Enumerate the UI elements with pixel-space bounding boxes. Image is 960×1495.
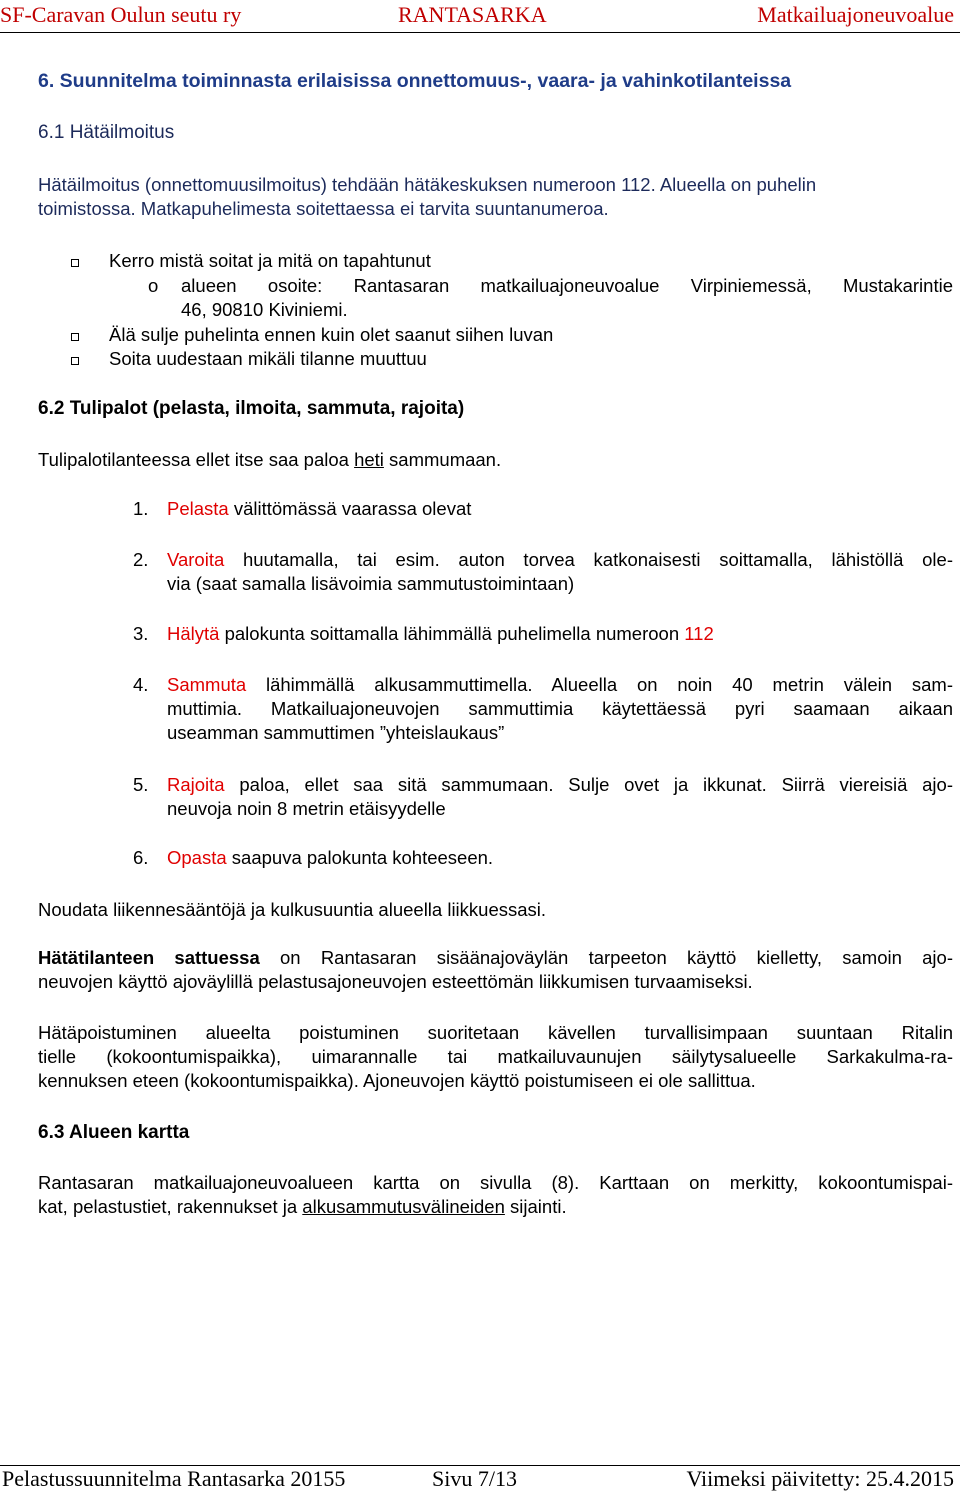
step-number: 4. (133, 674, 149, 695)
s61-para-line-1 (38, 174, 816, 196)
page-header (0, 0, 960, 33)
footer-page-number: Sivu 7/13 (432, 1466, 517, 1491)
step-keyword: Opasta (167, 847, 227, 868)
section-6-3-title: 6.3 Alueen kartta (38, 1122, 190, 1143)
step-keyword: Rajoita (167, 774, 225, 795)
emergency-line-2: neuvojen käyttö ajoväylillä pelastusajoneuvojen esteettömän liikkumisen turvaamiseksi. (38, 971, 753, 992)
step-2-line-1 (167, 549, 953, 571)
map-text-underlined: alkusammutusvälineiden (302, 1196, 505, 1217)
fire-number: 112 (684, 623, 714, 644)
sub-bullet-marker: o (148, 275, 159, 296)
step-number: 3. (133, 623, 149, 644)
step-text: palokunta soittamalla lähimmällä puhelimella numeroon (219, 623, 685, 644)
step-keyword: Varoita (167, 549, 225, 570)
s62-intro-b: sammumaan. (383, 449, 502, 470)
step-number: 6. (133, 847, 149, 868)
checkbox-bullet-icon (71, 357, 79, 365)
traffic-note: Noudata liikennesääntöjä ja kulkusuuntia alueella liikkuessasi. (38, 899, 547, 920)
emergency-number: 112 (621, 174, 651, 195)
header-area: Matkailuajoneuvoalue (757, 2, 954, 27)
evac-line-1: Hätäpoistuminen alueelta poistuminen suoritetaan kävellen turvallisimpaan suuntaan Ritalin (38, 1022, 953, 1043)
step-1-line-1 (167, 498, 471, 520)
s61-sub-line-2: 46, 90810 Kiviniemi. (181, 299, 348, 320)
header-site: RANTASARKA (398, 2, 547, 27)
step-keyword: Hälytä (167, 623, 220, 644)
step-number: 5. (133, 774, 149, 795)
s61-sub-line-1: alueen osoite: Rantasaran matkailuajoneuvoalue Virpiniemessä, Mustakarintie (181, 275, 953, 296)
step-4-line-1 (167, 674, 953, 696)
map-line-1: Rantasaran matkailuajoneuvoalueen kartta on sivulla (8). Karttaan on merkitty, kokoontumispai- (38, 1172, 953, 1193)
step-4-line-3: useamman sammuttimen ”yhteislaukaus” (167, 722, 505, 743)
footer-updated: Viimeksi päivitetty: 25.4.2015 (686, 1466, 954, 1491)
s62-intro (38, 449, 501, 471)
step-text: saapuva palokunta kohteeseen. (226, 847, 494, 868)
step-number: 1. (133, 498, 149, 519)
step-text: lähimmällä alkusammuttimella. Alueella on noin 40 metrin välein sam- (246, 674, 953, 695)
step-2-line-2: via (saat samalla lisävoimia sammutustoimintaan) (167, 573, 575, 594)
emergency-bold: Hätätilanteen sattuessa (38, 947, 260, 968)
checkbox-bullet-icon (71, 333, 79, 341)
step-6-line-1 (167, 847, 493, 869)
evac-line-2: tielle (kokoontumispaikka), uimarannalle tai matkailuvaunujen säilytysalueelle Sarkakulma-ra- (38, 1046, 953, 1067)
section-6-title: 6. Suunnitelma toiminnasta erilaisissa onnettomuus-, vaara- ja vahinkotilanteissa (38, 70, 792, 92)
s62-intro-underlined: heti (354, 449, 384, 470)
checkbox-bullet-icon (71, 259, 79, 267)
map-line-2 (38, 1196, 567, 1218)
s61-bullet-3: Soita uudestaan mikäli tilanne muuttuu (109, 348, 427, 369)
footer-doc-title: Pelastussuunnitelma Rantasarka 20155 (2, 1466, 346, 1491)
step-text: välittömässä vaarassa olevat (228, 498, 472, 519)
step-5-line-2: neuvoja noin 8 metrin etäisyydelle (167, 798, 446, 819)
step-keyword: Pelasta (167, 498, 229, 519)
s61-para-line-2: toimistossa. Matkapuhelimesta soitettaessa ei tarvita suuntanumeroa. (38, 198, 609, 219)
header-org: SF-Caravan Oulun seutu ry (0, 2, 242, 27)
section-6-1-title: 6.1 Hätäilmoitus (38, 122, 175, 143)
step-4-line-2: muttimia. Matkailuajoneuvojen sammuttimia käytettäessä pyri saamaan aikaan (167, 698, 953, 719)
step-number: 2. (133, 549, 149, 570)
step-text: paloa, ellet saa sitä sammumaan. Sulje ovet ja ikkunat. Siirrä viereisiä ajo- (224, 774, 953, 795)
evac-line-3: kennuksen eteen (kokoontumispaikka). Ajoneuvojen käyttö poistumiseen ei ole sallittua. (38, 1070, 756, 1091)
s61-bullet-2: Älä sulje puhelinta ennen kuin olet saanut siihen luvan (109, 324, 554, 345)
step-text: huutamalla, tai esim. auton torvea katkonaisesti soittamalla, lähistöllä ole- (224, 549, 953, 570)
s61-bullet-1: Kerro mistä soitat ja mitä on tapahtunut (109, 250, 431, 271)
step-5-line-1 (167, 774, 953, 796)
emergency-line-1 (38, 947, 953, 969)
step-keyword: Sammuta (167, 674, 247, 695)
map-text-b: sijainti. (504, 1196, 567, 1217)
s62-intro-a: Tulipalotilanteessa ellet itse saa paloa (38, 449, 355, 470)
section-6-2-title: 6.2 Tulipalot (pelasta, ilmoita, sammuta, rajoita) (38, 398, 465, 419)
step-3-line-1 (167, 623, 714, 645)
s61-para-text-b: . Alueella on puhelin (650, 174, 817, 195)
emergency-text: on Rantasaran sisäänajoväylän tarpeeton käyttö kielletty, samoin ajo- (259, 947, 953, 968)
map-text-a: kat, pelastustiet, rakennukset ja (38, 1196, 303, 1217)
s61-para-text-a: Hätäilmoitus (onnettomuusilmoitus) tehdään hätäkeskuksen numeroon (38, 174, 622, 195)
page-footer (0, 1465, 960, 1495)
